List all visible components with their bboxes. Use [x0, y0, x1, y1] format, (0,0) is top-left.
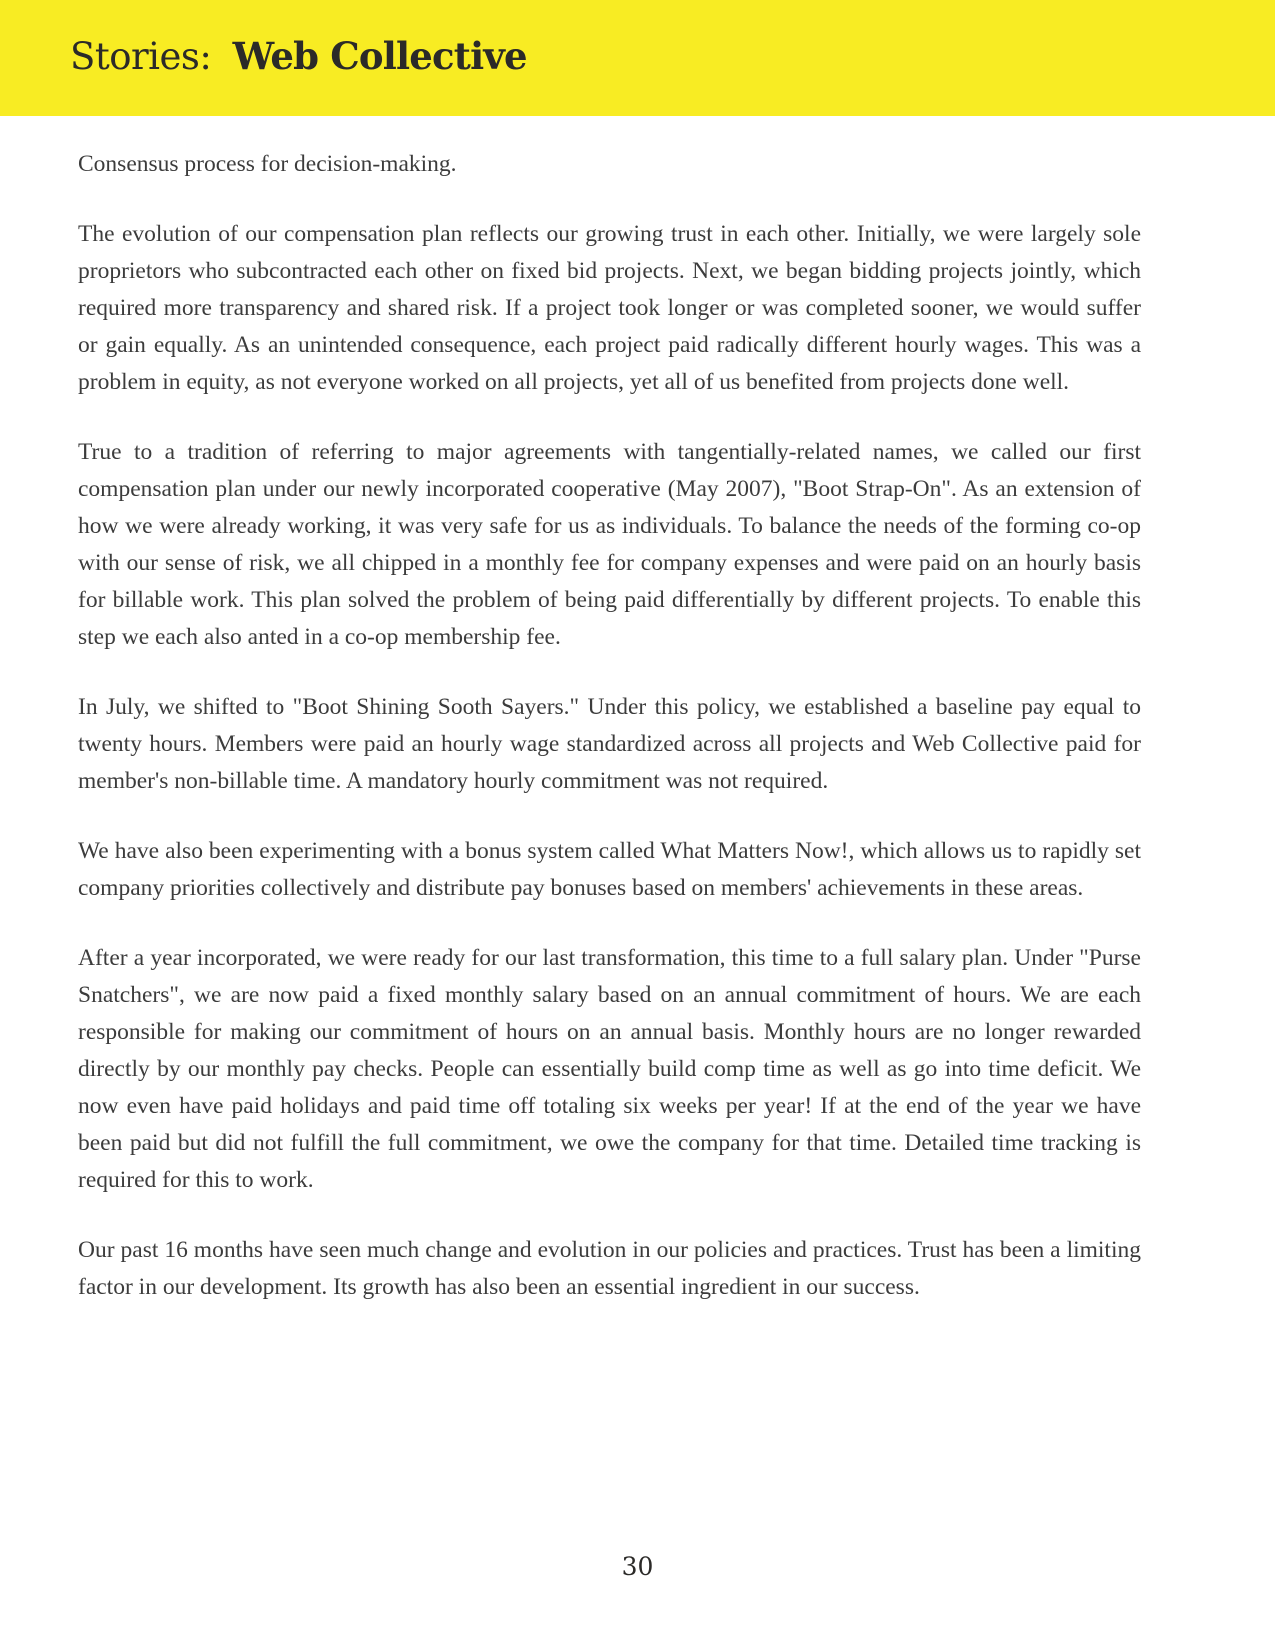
paragraph-what-matters-now: We have also been experimenting with a bonus system called What Matters Now!, which allows us to rapidly set company priorities collectively and distribute pay bonuses based on members' achievements in these areas.: [78, 838, 1141, 901]
paragraph-compensation-evolution: The evolution of our compensation plan reflects our growing trust in each other. Initially, we were largely sole proprietors who subcontracted each other on fixed bid projects. Next, we began bidding projects jointly, which required more transparency and shared risk. If a project took longer or was completed sooner, we would suffer or gain equally. As an unintended consequence, each project paid radically different hourly wages. This was a problem in equity, as not everyone worked on all projects, yet all of us benefited from projects done well.: [78, 221, 1141, 395]
page-title: [70, 34, 527, 78]
paragraph-past-16-months: Our past 16 months have seen much change and evolution in our policies and practices. Trust has been a limiting factor in our development. Its growth has also been an essential ingredient in our success.: [78, 1237, 1141, 1300]
paragraph-boot-shining-sooth-sayers: In July, we shifted to "Boot Shining Sooth Sayers." Under this policy, we established a baseline pay equal to twenty hours. Members were paid an hourly wage standardized across all projects and Web Collective paid for member's non-billable time. A mandatory hourly commitment was not required.: [78, 694, 1141, 794]
page-footer: [0, 1552, 1275, 1581]
page-title-prefix: Stories:: [70, 35, 212, 78]
page-content: [0, 116, 1275, 1306]
paragraph-consensus: Consensus process for decision-making.: [78, 151, 457, 177]
paragraph-boot-strap-on: True to a tradition of referring to major agreements with tangentially-related names, we called our first compensation plan under our newly incorporated cooperative (May 2007), "Boot Strap-On". As an extension of how we were already working, it was very safe for us as individuals. To balance the needs of the forming co-op with our sense of risk, we all chipped in a monthly fee for company expenses and were paid on an hourly basis for billable work. This plan solved the problem of being paid differentially by different projects. To enable this step we each also anted in a co-op membership fee.: [78, 439, 1141, 650]
page-number: 30: [621, 1552, 654, 1581]
page-title-name: Web Collective: [232, 34, 527, 78]
paragraph-purse-snatchers: After a year incorporated, we were ready for our last transformation, this time to a full salary plan. Under "Purse Snatchers", we are now paid a fixed monthly salary based on an annual commitment of hours. We are each responsible for making our commitment of hours on an annual basis. Monthly hours are no longer rewarded directly by our monthly pay checks. People can essentially build comp time as well as go into time deficit. We now even have paid holidays and paid time off totaling six weeks per year! If at the end of the year we have been paid but did not fulfill the full commitment, we owe the company for that time. Detailed time tracking is required for this to work.: [78, 945, 1141, 1193]
header-banner: [0, 0, 1275, 116]
